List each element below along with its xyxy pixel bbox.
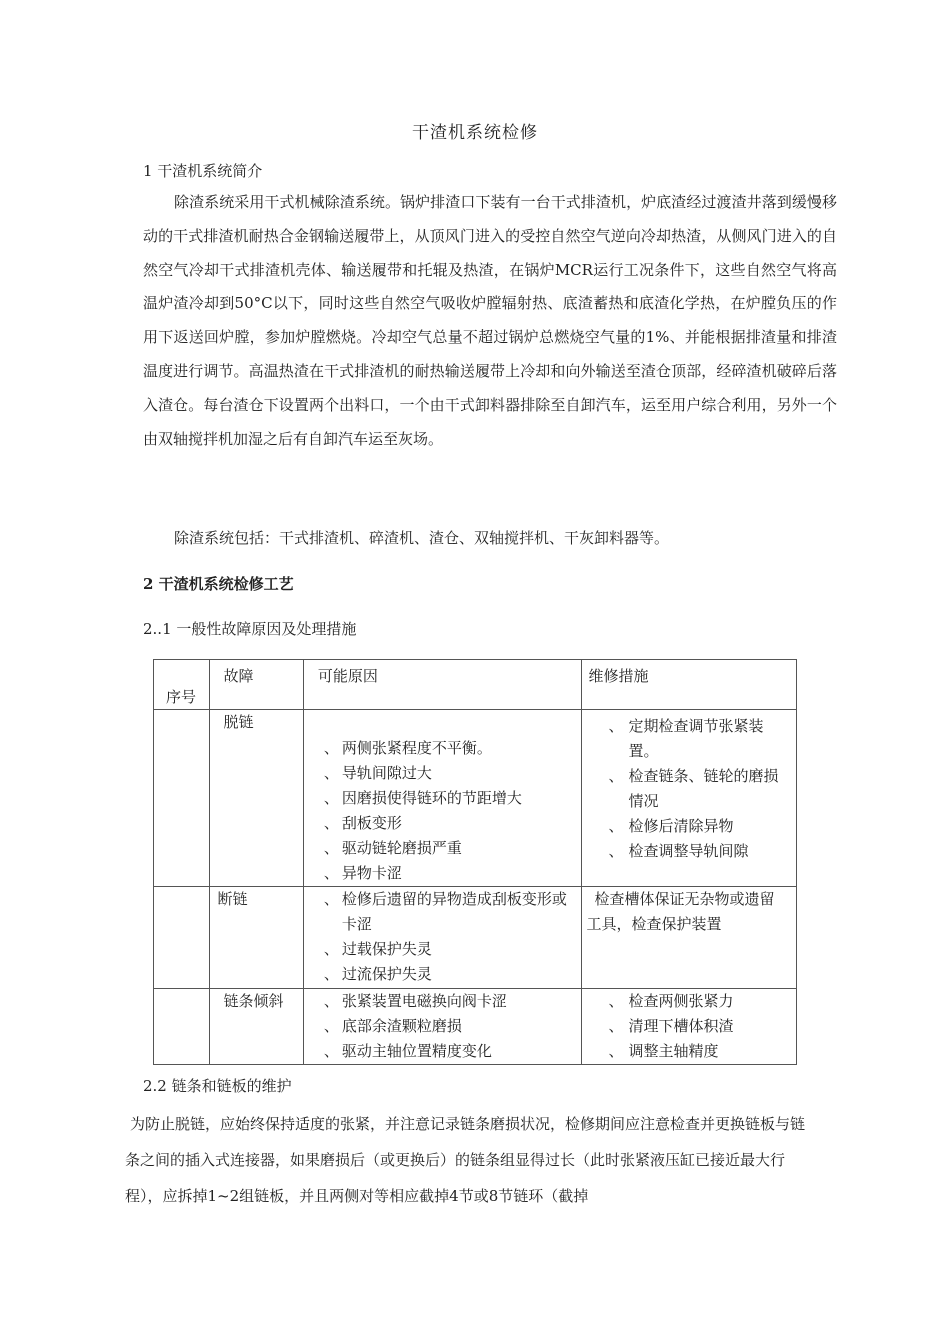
row3-cause-list <box>304 989 582 1064</box>
row3-fault: 链条倾斜 <box>223 992 284 1010</box>
row2-cause-item: 、 过载保护失灵 <box>324 937 576 962</box>
row3-seq-cell <box>154 989 210 1065</box>
header-seq: 序号 <box>166 688 197 706</box>
row1-cause-list <box>304 710 582 886</box>
section2-1-heading: 2..1 一般性故障原因及处理措施 <box>143 620 357 638</box>
section1-paragraph-1: 除渣系统采用干式机械除渣系统。锅炉排渣口下装有一台干式排渣机，炉底渣经过渡渣井落到缓慢移动的干式排渣机耐热合金钢输送履带上，从顶风门进入的受控自然空气逆向冷却热渣，从侧风门进入的自然空气冷却干式排渣机壳体、输送履带和托辊及热渣，在锅炉MCR运行工况条件下，这些自然空气将高温炉渣冷却到50°C以下，同时这些自然空气吸收炉膛辐射热、底渣蓄热和底渣化学热，在炉膛负压的作用下返送回炉膛，参加炉膛燃烧。冷却空气总量不超过锅炉总燃烧空气量的1%、并能根据排渣量和排渣温度进行调节。高温热渣在干式排渣机的耐热输送履带上冷却和向外输送至渣仓顶部，经碎渣机破碎后落入渣仓。每台渣仓下设置两个出料口，一个由干式卸料器排除至自卸汽车，运至用户综合利用，另外一个由双轴搅拌机加湿之后有自卸汽车运至灰场。 <box>143 193 837 448</box>
header-fault: 故障 <box>223 667 254 685</box>
table-row <box>154 989 797 1065</box>
row1-cause-item: 、 因磨损使得链环的节距增大 <box>324 786 576 811</box>
row1-measure-cell <box>582 710 797 887</box>
row1-measure-item: 、 检查调整导轨间隙 <box>602 839 782 864</box>
row1-seq-cell <box>154 710 210 887</box>
section1-heading: 1 干渣机系统简介 <box>143 162 263 180</box>
row1-measure-item: 、 检修后清除异物 <box>602 814 782 839</box>
section1-paragraph-2: 除渣系统包括：干式排渣机、碎渣机、渣仓、双轴搅拌机、干灰卸料器等。 <box>174 529 670 547</box>
header-cause: 可能原因 <box>317 667 378 685</box>
header-fault-cell <box>209 660 303 710</box>
row3-measure-item: 、 检查两侧张紧力 <box>602 989 790 1014</box>
row1-measure-item: 、 定期检查调节张紧装置。 <box>602 714 782 764</box>
row3-fault-cell <box>209 989 303 1065</box>
row3-cause-item: 、 底部余渣颗粒磨损 <box>324 1014 576 1039</box>
header-measure-cell <box>582 660 797 710</box>
row1-cause-cell <box>303 710 582 887</box>
row3-cause-item: 、 张紧装置电磁换向阀卡涩 <box>324 989 576 1014</box>
row2-measure-cell <box>582 887 797 989</box>
row1-measure-list <box>582 710 796 864</box>
row2-measure: 检查槽体保证无杂物或遗留工具，检查保护装置 <box>586 890 775 933</box>
row1-cause-item: 、 驱动链轮磨损严重 <box>324 836 576 861</box>
section2-2-paragraph: 为防止脱链，应始终保持适度的张紧，并注意记录链条磨损状况，检修期间应注意检查并更换链板与链条之间的插入式连接器，如果磨损后（或更换后）的链条组显得过长（此时张紧液压缸已接近最大行程），应拆掉1~2组链板，并且两侧对等相应截掉4节或8节链环（截掉 <box>125 1115 806 1205</box>
section2-2-heading: 2.2 链条和链板的维护 <box>143 1077 292 1095</box>
header-cause-cell <box>303 660 582 710</box>
header-measure: 维修措施 <box>588 667 649 685</box>
table-header-row <box>154 660 797 710</box>
row2-fault-cell <box>209 887 303 989</box>
row2-cause-list <box>304 887 582 987</box>
row1-cause-item: 、 导轨间隙过大 <box>324 761 576 786</box>
row2-seq-cell <box>154 887 210 989</box>
row1-cause-item: 、 异物卡涩 <box>324 861 576 886</box>
row1-fault-cell <box>209 710 303 887</box>
row3-cause-item: 、 驱动主轴位置精度变化 <box>324 1039 576 1064</box>
row2-cause-cell <box>303 887 582 989</box>
row1-cause-item: 、 刮板变形 <box>324 811 576 836</box>
header-seq-cell <box>154 660 210 710</box>
row3-measure-item: 、 调整主轴精度 <box>602 1039 790 1064</box>
row1-cause-item: 、 两侧张紧程度不平衡。 <box>324 736 576 761</box>
row3-measure-item: 、 清理下槽体积渣 <box>602 1014 790 1039</box>
table-row <box>154 710 797 887</box>
row3-cause-cell <box>303 989 582 1065</box>
fault-table <box>153 659 797 1065</box>
document-title: 干渣机系统检修 <box>412 123 538 143</box>
row1-measure-item: 、 检查链条、链轮的磨损情况 <box>602 764 782 814</box>
table-row <box>154 887 797 989</box>
row2-cause-item: 、 过流保护失灵 <box>324 962 576 987</box>
row2-cause-item: 、 检修后遗留的异物造成刮板变形或卡涩 <box>324 887 576 937</box>
row1-fault: 脱链 <box>223 713 254 731</box>
section2-heading: 2 干渣机系统检修工艺 <box>143 575 294 593</box>
row3-measure-list <box>582 989 796 1064</box>
row2-fault: 断链 <box>217 890 248 908</box>
row3-measure-cell <box>582 989 797 1065</box>
